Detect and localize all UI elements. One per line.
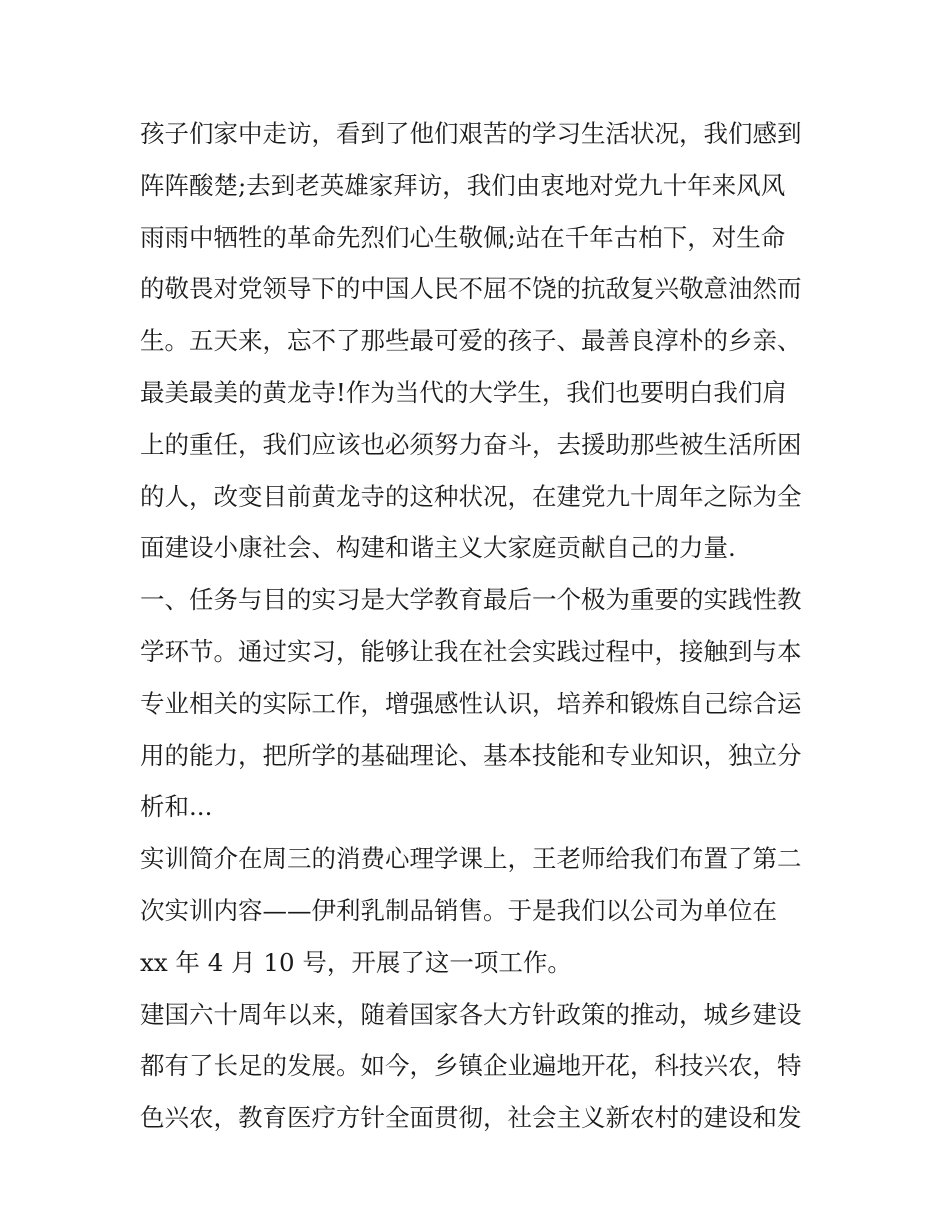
text-line: 的敬畏对党领导下的中国人民不屈不饶的抗敌复兴敬意油然而 [140,274,802,304]
text-line: xx 年 4 月 10 号，开展了这一项工作。 [140,947,572,977]
text-line: 都有了长足的发展。如今，乡镇企业遍地开花，科技兴农，特 [140,1051,802,1081]
text-line: 析和... [140,792,213,822]
text-line: 建国六十周年以来，随着国家各大方针政策的推动，城乡建设 [140,999,802,1029]
text-line: 最美最美的黄龙寺!作为当代的大学生，我们也要明白我们肩 [140,377,787,407]
text-line: 孩子们家中走访，看到了他们艰苦的学习生活状况，我们感到 [140,119,802,148]
text-line: 学环节。通过实习，能够让我在社会实践过程中，接触到与本 [140,636,802,666]
text-line: 的人，改变目前黄龙寺的这种状况，在建党九十周年之际为全 [140,481,802,511]
text-line: 色兴农，教育医疗方针全面贯彻，社会主义新农村的建设和发 [140,1103,802,1133]
text-line: 生。五天来，忘不了那些最可爱的孩子、最善良淳朴的乡亲、 [140,326,802,356]
text-line: 面建设小康社会、构建和谐主义大家庭贡献自己的力量. [140,533,736,563]
text-line: 用的能力，把所学的基础理论、基本技能和专业知识，独立分 [140,740,802,770]
text-line: 雨雨中牺牲的革命先烈们心生敬佩;站在千年古柏下，对生命 [140,222,786,252]
text-line: 上的重任，我们应该也必须努力奋斗，去援助那些被生活所困 [140,429,802,459]
text-line: 次实训内容——伊利乳制品销售。于是我们以公司为单位在 [140,895,777,925]
text-line: 专业相关的实际工作，增强感性认识，培养和锻炼自己综合运 [140,688,802,718]
document-body [140,108,820,1144]
text-line: 一、任务与目的实习是大学教育最后一个极为重要的实践性教 [140,585,802,615]
text-line: 实训简介在周三的消费心理学课上，王老师给我们布置了第二 [140,844,802,874]
text-line: 阵阵酸楚;去到老英雄家拜访，我们由衷地对党九十年来风风 [140,170,786,200]
